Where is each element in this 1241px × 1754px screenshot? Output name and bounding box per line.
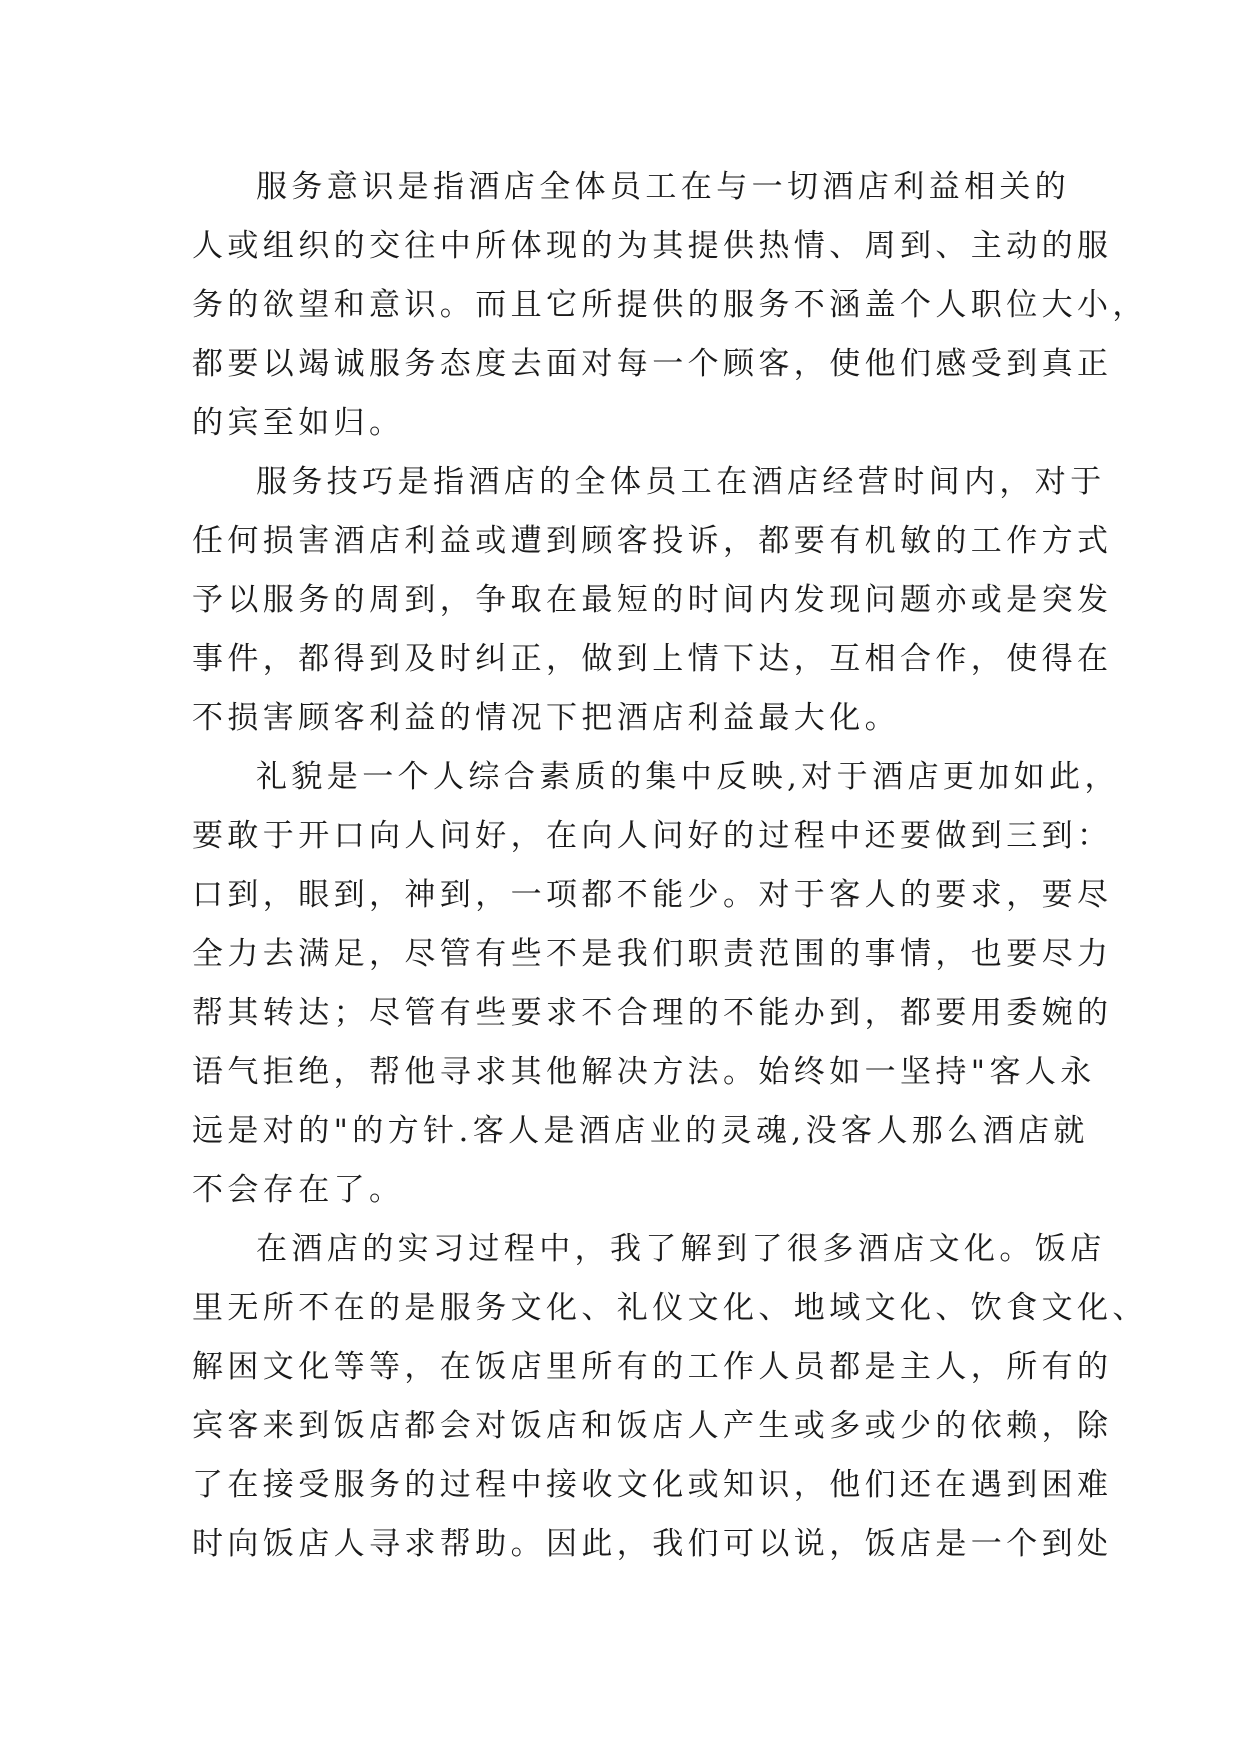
document-body (192, 158, 1148, 1574)
text-line: 里无所不在的是服务文化、礼仪文化、地域文化、饮食文化、 (192, 1290, 1148, 1326)
paragraph-service-awareness (192, 158, 1148, 453)
paragraph-courtesy (192, 748, 1120, 1220)
text-line: 在酒店的实习过程中，我了解到了很多酒店文化。饭店 (256, 1231, 1106, 1267)
text-line: 时向饭店人寻求帮助。因此，我们可以说，饭店是一个到处 (192, 1526, 1113, 1562)
text-line: 的宾至如归。 (192, 405, 405, 441)
text-line: 服务意识是指酒店全体员工在与一切酒店利益相关的 (256, 169, 1071, 205)
text-line: 语气拒绝，帮他寻求其他解决方法。始终如一坚持"客人永 (192, 1054, 1096, 1090)
text-line: 务的欲望和意识。而且它所提供的服务不涵盖个人职位大小， (192, 287, 1148, 323)
text-line: 予以服务的周到，争取在最短的时间内发现问题亦或是突发 (192, 582, 1113, 618)
text-line: 解困文化等等，在饭店里所有的工作人员都是主人，所有的 (192, 1349, 1113, 1385)
text-line: 服务技巧是指酒店的全体员工在酒店经营时间内，对于 (256, 464, 1106, 500)
text-line: 不会存在了。 (192, 1172, 405, 1208)
paragraph-hotel-culture (192, 1220, 1148, 1574)
text-line: 事件，都得到及时纠正，做到上情下达，互相合作，使得在 (192, 641, 1113, 677)
text-line: 帮其转达；尽管有些要求不合理的不能办到，都要用委婉的 (192, 995, 1113, 1031)
text-line: 口到，眼到，神到，一项都不能少。对于客人的要求，要尽 (192, 877, 1113, 913)
text-line: 要敢于开口向人问好，在向人问好的过程中还要做到三到： (192, 818, 1113, 854)
text-line: 宾客来到饭店都会对饭店和饭店人产生或多或少的依赖，除 (192, 1408, 1113, 1444)
text-line: 礼貌是一个人综合素质的集中反映,对于酒店更加如此， (256, 759, 1120, 795)
text-line: 人或组织的交往中所体现的为其提供热情、周到、主动的服 (192, 228, 1113, 264)
paragraph-service-skills (192, 453, 1113, 748)
text-line: 了在接受服务的过程中接收文化或知识，他们还在遇到困难 (192, 1467, 1113, 1503)
text-line: 都要以竭诚服务态度去面对每一个顾客，使他们感受到真正 (192, 346, 1113, 382)
text-line: 任何损害酒店利益或遭到顾客投诉，都要有机敏的工作方式 (192, 523, 1113, 559)
text-line: 远是对的"的方针.客人是酒店业的灵魂,没客人那么酒店就 (192, 1113, 1089, 1149)
text-line: 全力去满足，尽管有些不是我们职责范围的事情，也要尽力 (192, 936, 1113, 972)
text-line: 不损害顾客利益的情况下把酒店利益最大化。 (192, 700, 900, 736)
